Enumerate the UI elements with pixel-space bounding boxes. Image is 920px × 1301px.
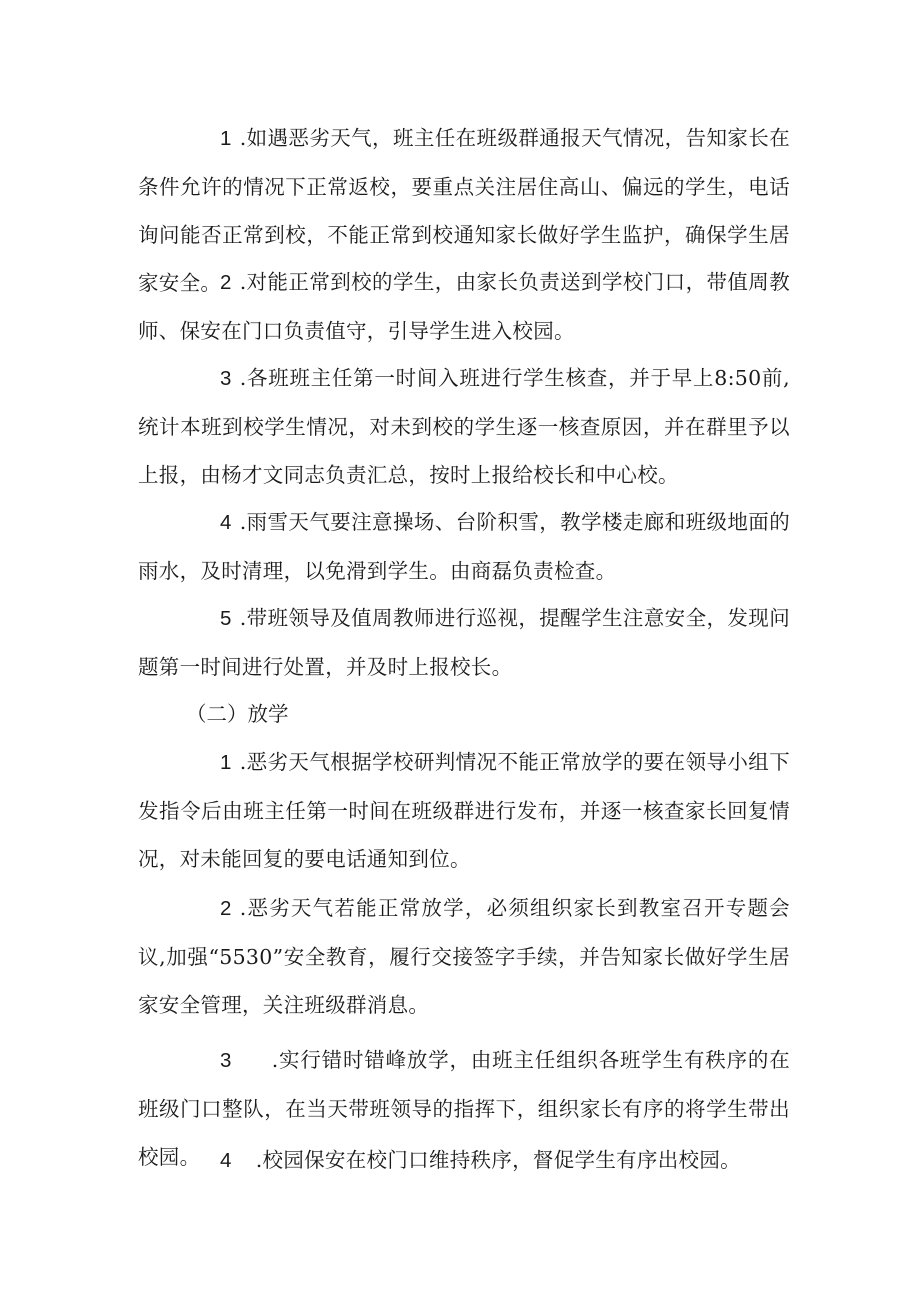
section-heading-dismissal: （二）放学 bbox=[186, 702, 289, 726]
item-text: .雨雪天气要注意操场、台阶积雪，教学楼走廊和班级地面的雨水，及时清理，以免滑到学生。由商磊负责检查。 bbox=[138, 510, 790, 583]
item-text: .实行错时错峰放学，由班主任组织各班学生有秩序的在班级门口整队，在当天带班领导的指挥下，组织家长有序的将学生带出校园。 bbox=[138, 1048, 790, 1169]
arrival-item-3 bbox=[138, 354, 790, 499]
item-number: 4 bbox=[220, 1149, 232, 1172]
item-number: 1 bbox=[220, 127, 232, 150]
item-number: 2 bbox=[220, 271, 232, 294]
item-text: .恶劣天气若能正常放学，必须组织家长到教室召开专题会议,加强“5530”安全教育，履行交接签字手续，并告知家长做好学生居家安全管理，关注班级群消息。 bbox=[138, 896, 790, 1017]
dismissal-item-1 bbox=[138, 738, 790, 883]
dismissal-item-4 bbox=[138, 1136, 790, 1185]
item-number: 3 bbox=[220, 1049, 232, 1072]
dismissal-item-2 bbox=[138, 884, 790, 1029]
item-number: 1 bbox=[220, 751, 232, 774]
arrival-item-2 bbox=[138, 258, 790, 355]
item-text: .各班班主任第一时间入班进行学生核查，并于早上8:50前,统计本班到校学生情况，对未到校的学生逐一核查原因，并在群里予以上报，由杨才文同志负责汇总，按时上报给校长和中心校。 bbox=[138, 366, 790, 487]
item-text: .如遇恶劣天气，班主任在班级群通报天气情况，告知家长在条件允许的情况下正常返校，要重点关注居住高山、偏远的学生，电话询问能否正常到校，不能正常到校通知家长做好学生监护，确保学生居家安全。 bbox=[138, 126, 790, 295]
arrival-item-4 bbox=[138, 498, 790, 595]
item-text: .带班领导及值周教师进行巡视，提醒学生注意安全，发现问题第一时间进行处置，并及时上报校长。 bbox=[138, 606, 790, 679]
item-number: 2 bbox=[220, 897, 232, 920]
item-number: 3 bbox=[220, 367, 232, 390]
item-text: .校园保安在校门口维持秩序，督促学生有序出校园。 bbox=[255, 1148, 741, 1172]
item-text: .对能正常到校的学生，由家长负责送到学校门口，带值周教师、保安在门口负责值守，引导学生进入校园。 bbox=[138, 270, 790, 343]
item-number: 4 bbox=[220, 511, 232, 534]
item-text: .恶劣天气根据学校研判情况不能正常放学的要在领导小组下发指令后由班主任第一时间在班级群进行发布，并逐一核查家长回复情况，对未能回复的要电话通知到位。 bbox=[138, 750, 790, 871]
arrival-item-5 bbox=[138, 594, 790, 691]
item-number: 5 bbox=[220, 607, 232, 630]
